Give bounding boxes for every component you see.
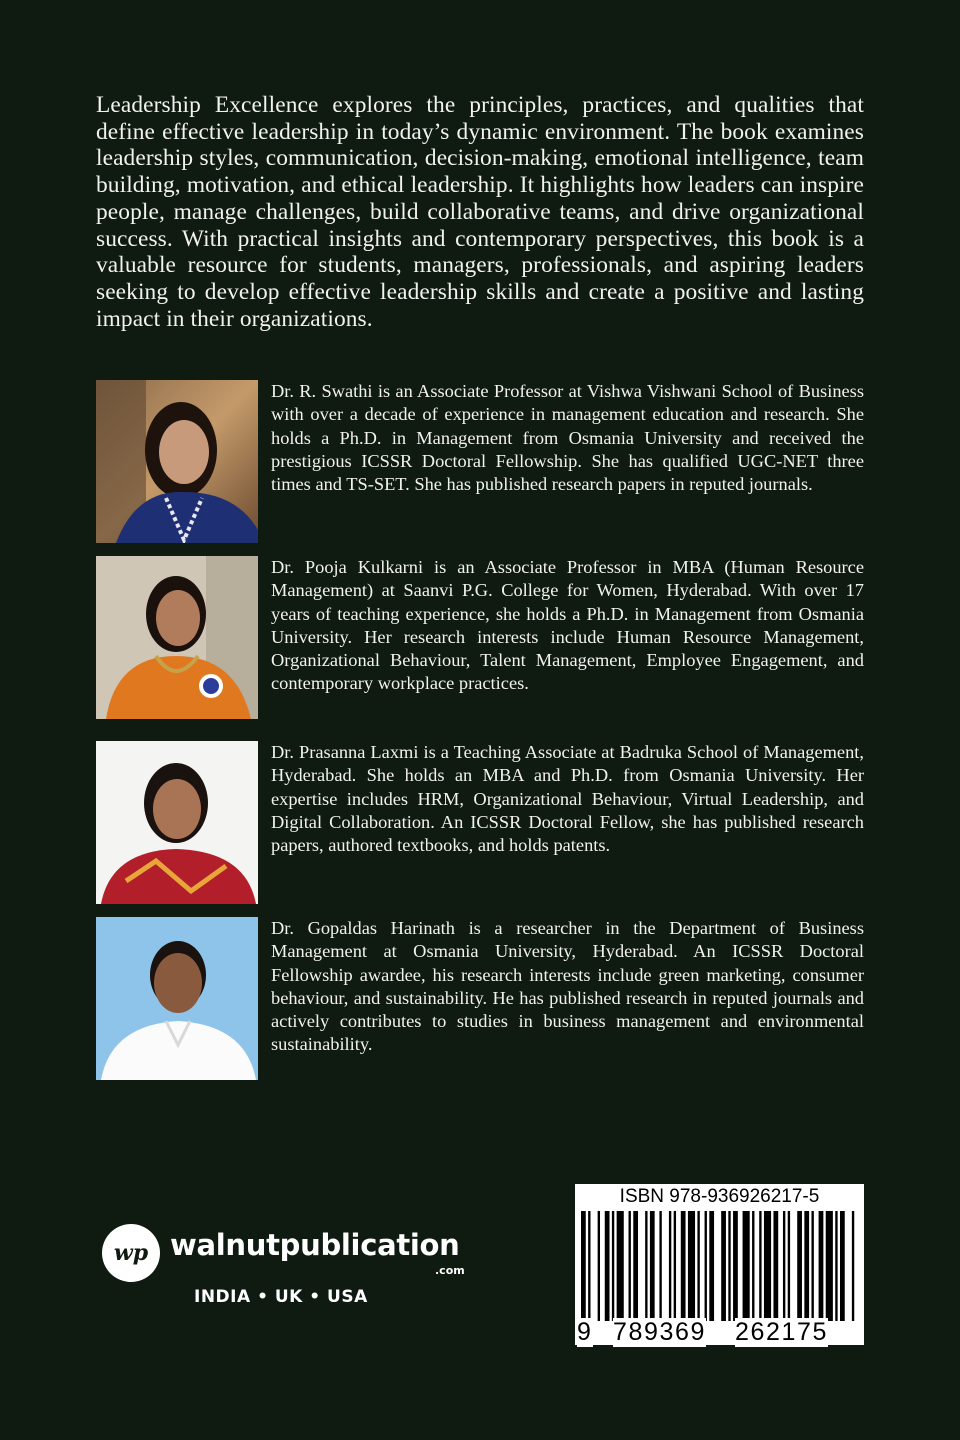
barcode-bar <box>650 1211 655 1321</box>
isbn-digits-right: 262175 <box>735 1318 829 1346</box>
author-entry-4 <box>96 917 864 1080</box>
barcode-bar <box>705 1211 707 1321</box>
barcode-bar <box>773 1211 778 1321</box>
back-cover-blurb: Leadership Excellence explores the principles, practices, and qualities that define effective leadership in today’s dynamic environment. The book examines leadership styles, communication, decision-making, emotional intelligence, team building, motivation, and ethical leadership. It highlights how leaders can inspire people, manage challenges, build collaborative teams, and drive organizational success. With practical insights and contemporary perspectives, this book is a valuable resource for students, managers, professionals, and aspiring leaders seeking to develop effective leadership skills and create a positive and lasting impact in their organizations. <box>96 92 864 332</box>
barcode-bar <box>764 1211 771 1321</box>
barcode-bar <box>783 1211 785 1321</box>
barcode-bar <box>612 1211 614 1321</box>
barcode-bar <box>598 1211 600 1321</box>
barcode-bar <box>728 1211 730 1321</box>
isbn-digits-left: 789369 <box>613 1318 707 1346</box>
barcode-bar <box>669 1211 671 1321</box>
author-bio-1: Dr. R. Swathi is an Associate Professor at Vishwa Vishwani School of Business with over a decade of experience in management education and research. She holds a Ph.D. in Management from Osmania University and received the prestigious ICSSR Doctoral Fellowship. She has qualified UGC-NET three times and TS-SET. She has published research papers in reputed journals. <box>271 381 864 495</box>
barcode-bar <box>674 1211 676 1321</box>
barcode-bar <box>852 1211 854 1321</box>
barcode-bar <box>588 1211 590 1321</box>
barcode-bar <box>659 1211 661 1321</box>
barcode-bar <box>709 1211 714 1321</box>
isbn-barcode <box>575 1184 864 1345</box>
barcode-bar <box>819 1211 824 1321</box>
barcode-bar <box>797 1211 802 1321</box>
barcode-bars <box>581 1211 859 1321</box>
author-bio-4: Dr. Gopaldas Harinath is a researcher in the Department of Business Management at Osmania University, Hyderabad. An ICSSR Doctoral Fellowship awardee, his research interests include green marketing, consumer behaviour, and sustainability. He has published research in reputed journals and actively contributes to studies in business management and environmental sustainability. <box>271 918 864 1055</box>
barcode-bar <box>697 1211 699 1321</box>
isbn-label: ISBN 978-936926217-5 <box>619 1186 820 1207</box>
barcode-bar <box>811 1211 813 1321</box>
barcode-bar <box>721 1211 726 1321</box>
barcode-bar <box>681 1211 686 1321</box>
barcode-bar <box>733 1211 738 1321</box>
walnut-logo-icon: wp <box>102 1224 160 1282</box>
barcode-bar <box>633 1211 638 1321</box>
publisher-name: walnutpublication <box>170 1228 460 1262</box>
author-entry-1 <box>96 380 864 543</box>
publisher-logo <box>102 1224 482 1324</box>
author-photo-2 <box>96 556 258 719</box>
barcode-bar <box>645 1211 647 1321</box>
publisher-regions: INDIA • UK • USA <box>194 1287 368 1307</box>
publisher-domain: .com <box>435 1264 465 1277</box>
barcode-bar <box>759 1211 761 1321</box>
isbn-digit-first: 9 <box>577 1318 593 1346</box>
barcode-bar <box>743 1211 750 1321</box>
barcode-bar <box>688 1211 695 1321</box>
barcode-bar <box>788 1211 790 1321</box>
barcode-bar <box>617 1211 624 1321</box>
barcode-bar <box>605 1211 610 1321</box>
barcode-bar <box>835 1211 837 1321</box>
barcode-bar <box>629 1211 631 1321</box>
author-photo-1 <box>96 380 258 543</box>
author-entry-3 <box>96 741 864 904</box>
barcode-bar <box>840 1211 845 1321</box>
author-photo-3 <box>96 741 258 904</box>
author-photo-4 <box>96 917 258 1080</box>
barcode-bar <box>581 1211 586 1321</box>
author-bio-2: Dr. Pooja Kulkarni is an Associate Professor in MBA (Human Resource Management) at Saanvi P.G. College for Women, Hyderabad. With over 17 years of teaching experience, she holds a Ph.D. in Management from Osmania University. Her research interests include Human Resource Management, Organizational Behaviour, Talent Management, Employee Engagement, and contemporary workplace practices. <box>271 557 864 694</box>
author-entry-2 <box>96 556 864 719</box>
barcode-bar <box>826 1211 833 1321</box>
barcode-bar <box>804 1211 809 1321</box>
author-bio-3: Dr. Prasanna Laxmi is a Teaching Associate at Badruka School of Management, Hyderabad. She holds an MBA and Ph.D. from Osmania University. Her expertise includes HRM, Organizational Behaviour, Virtual Leadership, and Digital Collaboration. An ICSSR Doctoral Fellow, she has published research papers, authored textbooks, and holds patents. <box>271 742 864 856</box>
barcode-bar <box>752 1211 754 1321</box>
